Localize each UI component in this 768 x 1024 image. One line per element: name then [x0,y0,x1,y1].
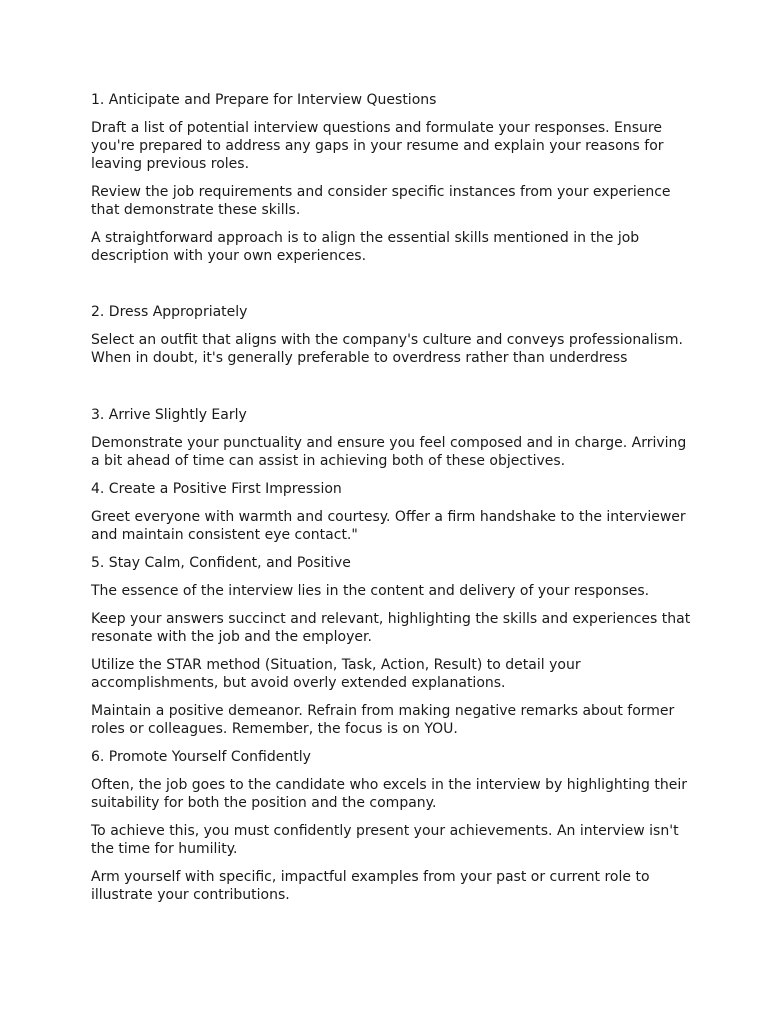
section-5 [91,554,691,738]
paragraph: The essence of the interview lies in the content and delivery of your responses. [91,583,650,599]
section-2 [91,303,691,367]
paragraph: Keep your answers succinct and relevant, highlighting the skills and experiences that resonate with the job and the employer. [91,611,691,645]
paragraph: Review the job requirements and consider specific instances from your experience that demonstrate these skills. [91,184,671,218]
paragraph: Utilize the STAR method (Situation, Task, Action, Result) to detail your accomplishments, but avoid overly extended explanations. [91,657,581,691]
paragraph: Draft a list of potential interview questions and formulate your responses. Ensure you're prepared to address any gaps in your resume and explain your reasons for leaving previous roles. [91,120,664,172]
section-6 [91,748,691,904]
section-3 [91,406,691,470]
section-heading: 5. Stay Calm, Confident, and Positive [91,555,351,571]
section-heading: 4. Create a Positive First Impression [91,481,342,497]
section-heading: 1. Anticipate and Prepare for Interview Questions [91,92,437,108]
paragraph: Select an outfit that aligns with the company's culture and conveys professionalism. When in doubt, it's generally preferable to overdress rather than underdress [91,332,683,366]
section-heading: 6. Promote Yourself Confidently [91,749,311,765]
section-4 [91,480,691,544]
document-page [91,91,691,914]
paragraph: Greet everyone with warmth and courtesy. Offer a firm handshake to the interviewer and maintain consistent eye contact." [91,509,686,543]
paragraph: A straightforward approach is to align the essential skills mentioned in the job description with your own experiences. [91,230,640,264]
paragraph: Arm yourself with specific, impactful examples from your past or current role to illustrate your contributions. [91,869,650,903]
section-heading: 3. Arrive Slightly Early [91,407,247,423]
section-1 [91,91,691,265]
section-heading: 2. Dress Appropriately [91,304,248,320]
paragraph: Demonstrate your punctuality and ensure you feel composed and in charge. Arriving a bit ahead of time can assist in achieving both of these objectives. [91,435,687,469]
paragraph: To achieve this, you must confidently present your achievements. An interview isn't the time for humility. [91,823,679,857]
paragraph: Often, the job goes to the candidate who excels in the interview by highlighting their suitability for both the position and the company. [91,777,688,811]
paragraph: Maintain a positive demeanor. Refrain from making negative remarks about former roles or colleagues. Remember, the focus is on YOU. [91,703,675,737]
